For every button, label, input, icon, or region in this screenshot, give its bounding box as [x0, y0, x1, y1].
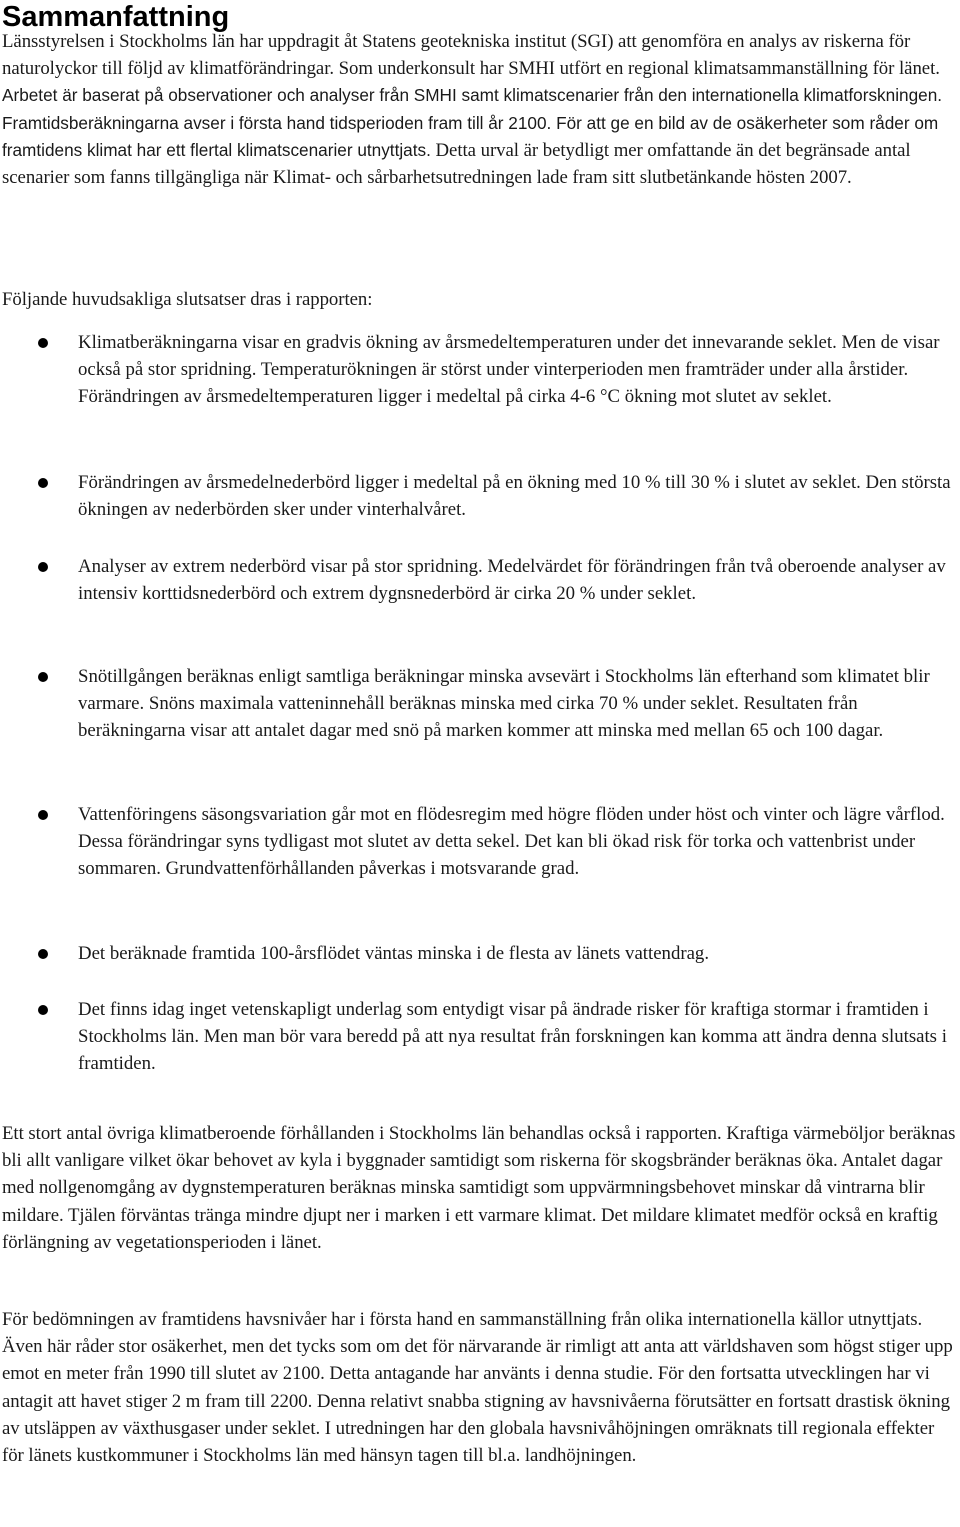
bullet-icon [38, 1005, 48, 1015]
list-item-text: Vattenföringens säsongsvariation går mot en flödesregim med högre flöden under höst och vinter och lägre vårflod. Dessa förändringar syns tydligast mot slutet av detta sekel. Det kan bli ökad risk för torka och vattenbrist under sommaren. Grundvattenförhållanden påverkas i motsvarande grad. [78, 804, 945, 880]
list-item-text: Förändringen av årsmedelnederbörd ligger i medeltal på en ökning med 10 % till 30 % i slutet av seklet. Den största ökningen av nederbörden sker under vinterhalvåret. [78, 472, 951, 521]
sea-level-paragraph: För bedömningen av framtidens havsnivåer har i första hand en sammanställning från olika internationella källor utnyttjats. Även här råder stor osäkerhet, men det tycks som om det för närvarande är rimligt att anta att världshaven som högst stiger upp emot en meter från 1990 till slutet av 2100. Detta antagande har använts i denna studie. För den fortsatta utvecklingen har vi antagit att havet stiger 2 m fram till 2200. Denna relativt snabba stigning av havsnivåerna förutsätter en fortsatt drastisk ökning av utsläppen av växthusgaser under seklet. I utredningen har den globala havsnivåhöjningen omräknats till regionala effekter för länets kustkommuner i Stockholms län med hänsyn tagen till bl.a. landhöjningen. [2, 1309, 953, 1467]
list-item-text: Det beräknade framtida 100-årsflödet väntas minska i de flesta av länets vattendrag. [78, 943, 710, 964]
conclusions-lead: Följande huvudsakliga slutsatser dras i rapporten: [2, 289, 373, 310]
intro-text-part3: Detta urval är betydligt mer omfattande än det begränsade antal scenarier som fanns tillgängliga när Klimat- och sårbarhetsutredningen lade fram sitt slutbetänkande hösten 2007. [2, 139, 911, 189]
climate-paragraph: Ett stort antal övriga klimatberoende förhållanden i Stockholms län behandlas också i rapporten. Kraftiga värmeböljor beräknas bli allt vanligare vilket ökar behovet av kyla i byggnader samtidigt som riskerna för skogsbränder beräknas öka. Antalet dagar med nollgenomgång av dygnstemperaturen beräknas minska samtidigt som uppvärmningsbehovet minskar då vintrarna blir mildare. Tjälen förväntas tränga mindre djupt ner i marken i ett varmare klimat. Det mildare klimatet medför också en kraftig förlängning av vegetationsperioden i länet. [2, 1123, 956, 1253]
bullet-icon [38, 338, 48, 348]
bullet-icon [38, 949, 48, 959]
list-item-text: Det finns idag inget vetenskapligt underlag som entydigt visar på ändrade risker för kraftiga stormar i framtiden i Stockholms län. Men man bör vara beredd på att nya resultat från forskningen kan komma att ändra denna slutsats i framtiden. [78, 999, 947, 1075]
list-item-text: Klimatberäkningarna visar en gradvis ökning av årsmedeltemperaturen under det innevarande seklet. Men de visar också på stor spridning. Temperaturökningen är störst under vinterperioden men framträder under alla årstider. Förändringen av årsmedeltemperaturen ligger i medeltal på cirka 4-6 °C ökning mot slutet av seklet. [78, 332, 940, 408]
bullet-icon [38, 478, 48, 488]
bullet-icon [38, 672, 48, 682]
list-item-text: Analyser av extrem nederbörd visar på stor spridning. Medelvärdet för förändringen från två oberoende analyser av intensiv korttidsnederbörd och extrem dygnsnederbörd är cirka 20 % under seklet. [78, 556, 946, 605]
bullet-icon [38, 810, 48, 820]
intro-text-part1: Länsstyrelsen i Stockholms län har uppdragit åt Statens geotekniska institut (SGI) att genomföra en analys av riskerna för naturolyckor till följd av klimatförändringar. Som underkonsult har SMHI utfört en regional klimatsammanställning för länet. [2, 31, 940, 80]
list-item-text: Snötillgången beräknas enligt samtliga beräkningar minska avsevärt i Stockholms län efterhand som klimatet blir varmare. Snöns maximala vatteninnehåll beräknas minska med cirka 70 % under seklet. Resultaten från beräkningarna visar att antalet dagar med snö på marken kommer att minska med mellan 65 och 100 dagar. [78, 666, 930, 742]
intro-text-part2: Arbetet är baserat på observationer och analyser från SMHI samt klimatscenarier från den internationella klimatforskningen. Framtidsberäkningarna avser i första hand tidsperioden fram till år 2100. För att ge en bild av de osäkerheter som råder om framtidens klimat har ett flertal klimatscenarier utnyttjats. [2, 85, 943, 160]
page-title: Sammanfattning [2, 1, 230, 33]
bullet-icon [38, 562, 48, 572]
